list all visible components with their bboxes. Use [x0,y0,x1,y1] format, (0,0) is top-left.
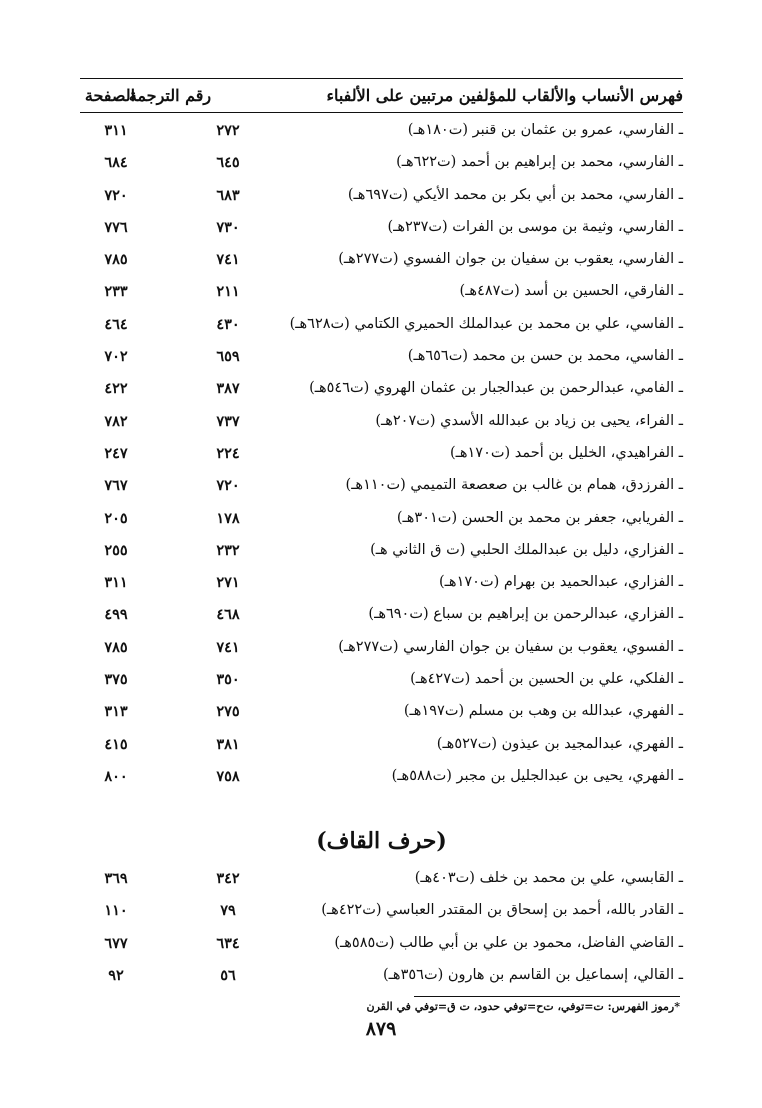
entry-number: ٣٨٧ [216,380,240,398]
footnote-rule [414,996,680,997]
entry-name: ـ الفهري، عبدالله بن وهب بن مسلم (ت١٩٧هـ) [403,703,683,720]
entry-name: ـ الفارسي، عمرو بن عثمان بن قنبر (ت١٨٠هـ) [407,122,683,138]
index-entry-row [80,150,683,182]
entry-name: ـ الفارقي، الحسين بن أسد (ت٤٨٧هـ) [459,283,683,300]
entry-number: ٧٤١ [216,251,240,269]
entry-name: ـ الفزاري، دليل بن عبدالملك الحلبي (ت ق الثاني هـ) [370,541,683,558]
entry-page: ٣٧٥ [104,671,128,689]
entry-page: ٢٥٥ [104,541,128,559]
entry-number: ٧٥٨ [216,767,240,785]
entry-page: ٦٨٤ [104,154,128,172]
index-entry-row [80,118,683,150]
entry-page: ٤٢٢ [104,380,128,398]
entry-name: ـ الفزاري، عبدالحميد بن بهرام (ت١٧٠هـ) [439,574,683,591]
index-entry-row [80,247,683,279]
index-entry-row [80,441,683,473]
entry-page: ٣١١ [104,574,128,592]
header-title: فهرس الأنساب والألقاب للمؤلفين مرتبين على الألفباء [326,86,683,105]
entry-name: ـ الفارسي، محمد بن أبي بكر بن محمد الأيكي (ت٦٩٧هـ) [347,186,683,203]
entry-page: ٧٦٧ [104,477,128,495]
entry-name: ـ القابسي، علي بن محمد بن خلف (ت٤٠٣هـ) [414,870,683,886]
page-number: ٨٧٩ [365,1018,397,1040]
entry-number: ٢٧١ [216,574,240,592]
entry-page: ٢٤٧ [104,444,128,462]
entry-name: ـ الفامي، عبدالرحمن بن عبدالجبار بن عثمان الهروي (ت٥٤٦هـ) [309,380,683,397]
entry-page: ١١٠ [104,902,128,920]
entry-page: ٧٢٠ [104,186,128,204]
entry-number: ٢٧٢ [216,122,240,139]
entry-number: ٧٣٠ [216,218,240,236]
index-entry-row [80,732,683,764]
section-title: (حرف القاف) [316,828,447,854]
entry-page: ٨٠٠ [104,767,128,785]
entry-page: ٢٠٥ [104,509,128,527]
entry-number: ٧٩ [220,902,236,920]
index-entry-row [80,898,683,930]
index-entry-row [80,344,683,376]
entry-name: ـ الفهري، عبدالمجيد بن عيذون (ت٥٢٧هـ) [436,735,683,752]
entry-page: ٤١٥ [104,735,128,753]
entry-name: ـ الفراهيدي، الخليل بن أحمد (ت١٧٠هـ) [449,444,683,461]
entry-name: ـ الفاسي، علي بن محمد بن عبدالملك الحميري الكتامي (ت٦٢٨هـ) [289,315,683,332]
entry-number: ٦٨٣ [216,186,240,204]
entry-number: ٦٤٥ [216,154,240,172]
entry-name: ـ القالي، إسماعيل بن القاسم بن هارون (ت٣٥٦هـ) [383,966,683,983]
index-entry-row [80,376,683,408]
entry-page: ٧٨٥ [104,251,128,269]
entry-name: ـ الفلكي، علي بن الحسين بن أحمد (ت٤٢٧هـ) [410,671,683,688]
index-entry-row [80,570,683,602]
index-entry-row [80,667,683,699]
entry-number: ٧٢٠ [216,477,240,495]
entry-page: ٣١١ [104,122,128,139]
page-column-header: الصفحة [84,86,136,105]
entry-number: ٧٤١ [216,638,240,656]
entry-name: ـ الفرزدق، همام بن غالب بن صعصعة التميمي (ت١١٠هـ) [345,477,683,494]
index-entry-row [80,215,683,247]
entry-number-column-header: رقم الترجمة [128,86,212,105]
entry-page: ٧٠٢ [104,348,128,366]
index-entry-row [80,312,683,344]
entry-page: ٧٨٥ [104,638,128,656]
entry-name: ـ الفارسي، يعقوب بن سفيان بن جوان الفسوي (ت٢٧٧هـ) [338,251,683,268]
entry-number: ٢١١ [216,283,240,301]
entry-number: ٢٣٢ [216,541,240,559]
entry-number: ٦٣٤ [216,934,240,952]
entry-page: ٢٣٣ [104,283,128,301]
entry-page: ٦٧٧ [104,934,128,952]
entry-number: ٣٨١ [216,735,240,753]
footnote: *رموز الفهرس: ت=توفي، ت‌ح=توفي حدود، ت ق=توفي في القرن [366,1000,680,1013]
entry-name: ـ الفراء، يحيى بن زياد بن عبدالله الأسدي (ت٢٠٧هـ) [375,412,683,429]
entry-number: ٦٥٩ [216,348,240,366]
entry-number: ٣٤٢ [216,870,240,887]
index-entry-row [80,506,683,538]
index-entry-row [80,931,683,963]
entry-number: ٧٣٧ [216,412,240,430]
entry-name: ـ الفاسي، محمد بن حسن بن محمد (ت٦٥٦هـ) [407,348,683,365]
index-entry-row [80,764,683,796]
entry-number: ٢٢٤ [216,444,240,462]
entry-number: ٣٥٠ [216,671,240,689]
index-entry-row [80,473,683,505]
entry-page: ٣١٣ [104,703,128,721]
entry-page: ٧٨٢ [104,412,128,430]
entry-page: ٣٦٩ [104,870,128,887]
header-rule [80,112,683,113]
index-entry-row [80,279,683,311]
page-header [80,76,683,116]
entry-page: ٤٦٤ [104,315,128,333]
entry-number: ٢٧٥ [216,703,240,721]
entry-name: ـ القادر بالله، أحمد بن إسحاق بن المقتدر العباسي (ت٤٢٢هـ) [321,902,683,919]
index-entry-row [80,409,683,441]
entry-number: ٥٦ [220,966,236,984]
entry-number: ٤٦٨ [216,606,240,624]
index-entry-row [80,699,683,731]
entry-number: ١٧٨ [216,509,240,527]
index-entry-row [80,538,683,570]
entry-name: ـ الفارسي، وثيمة بن موسى بن الفرات (ت٢٣٧هـ) [387,218,683,235]
entry-name: ـ الفسوي، يعقوب بن سفيان بن جوان الفارسي (ت٢٧٧هـ) [338,638,683,655]
index-entry-row [80,602,683,634]
index-entry-row [80,183,683,215]
entry-name: ـ الفزاري، عبدالرحمن بن إبراهيم بن سباع (ت٦٩٠هـ) [368,606,683,623]
entries-list-faa [80,118,683,796]
entry-number: ٤٣٠ [216,315,240,333]
entry-page: ٩٢ [108,966,124,984]
entry-name: ـ الفريابي، جعفر بن محمد بن الحسن (ت٣٠١هـ) [396,509,683,526]
index-entry-row [80,963,683,995]
entry-name: ـ الفهري، يحيى بن عبدالجليل بن مجبر (ت٥٨٨هـ) [391,767,683,784]
entry-page: ٧٧٦ [104,218,128,236]
entry-name: ـ الفارسي، محمد بن إبراهيم بن أحمد (ت٦٢٢هـ) [396,154,683,171]
entry-name: ـ القاضي الفاضل، محمود بن علي بن أبي طالب (ت٥٨٥هـ) [334,934,683,951]
entry-page: ٤٩٩ [104,606,128,624]
index-entry-row [80,866,683,898]
index-entry-row [80,635,683,667]
entries-list-qaf [80,866,683,995]
